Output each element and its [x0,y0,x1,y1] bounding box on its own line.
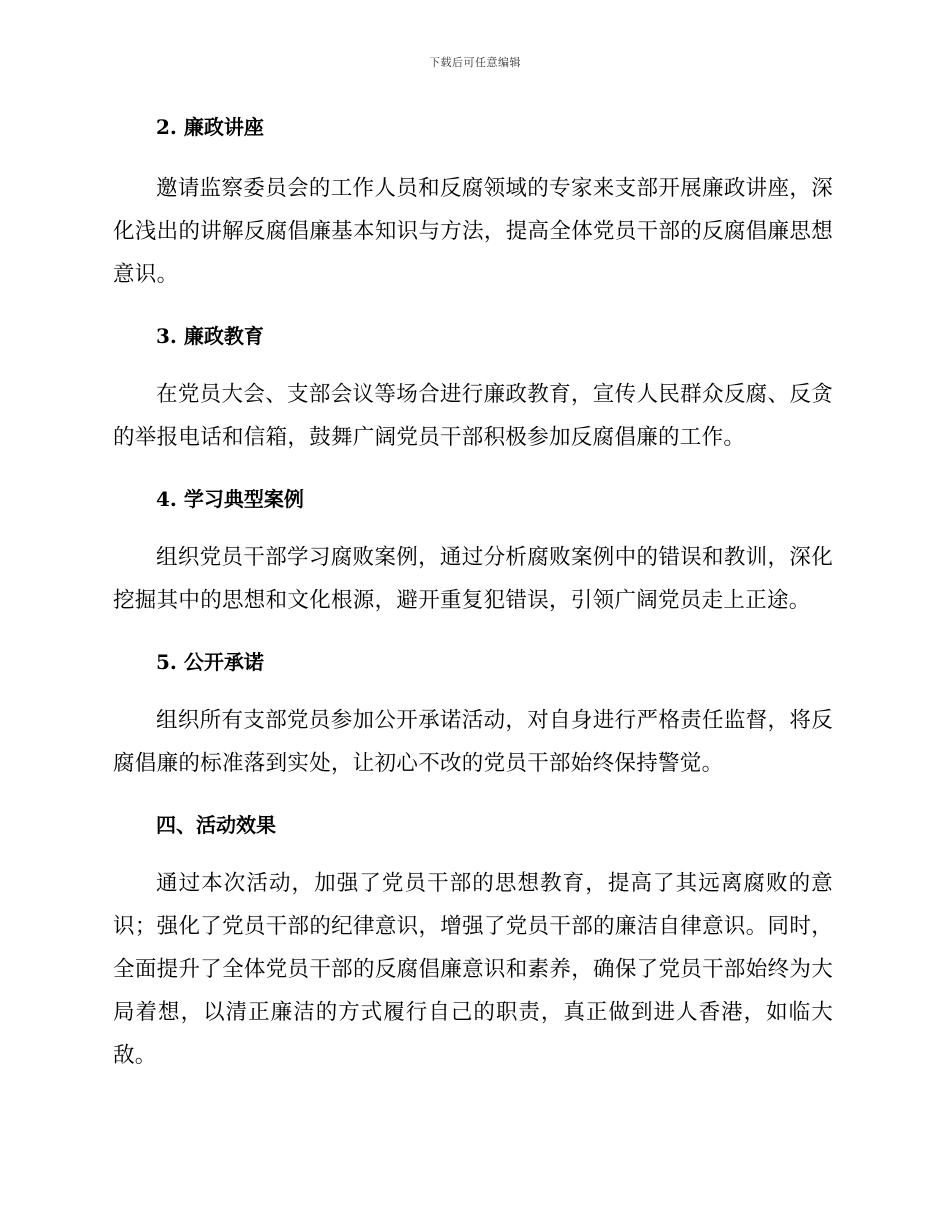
document-body [113,112,833,1077]
page-header: 下载后可任意编辑 [429,56,521,69]
section-heading-education: 3. 廉政教育 [156,324,264,348]
section-paragraph-education: 在党员大会、支部会议等场合进行廉政教育，宣传人民群众反腐、反贪的举报电话和信箱，鼓舞广阔党员干部积极参加反腐倡廉的工作。 [113,382,833,450]
section-paragraph-case-study: 组织党员干部学习腐败案例，通过分析腐败案例中的错误和教训，深化挖掘其中的思想和文化根源，避开重复犯错误，引领广阔党员走上正途。 [113,545,833,613]
section-heading-public-commitment: 5. 公开承诺 [156,650,264,674]
section-heading-case-study: 4. 学习典型案例 [156,487,304,511]
section-heading-activity-effect: 四、活动效果 [156,813,276,837]
section-paragraph-lecture: 邀请监察委员会的工作人员和反腐领域的专家来支部开展廉政讲座，深化浅出的讲解反腐倡廉基本知识与方法，提高全体党员干部的反腐倡廉思想意识。 [113,176,833,287]
section-heading-lecture: 2. 廉政讲座 [156,115,264,139]
section-paragraph-activity-effect: 通过本次活动，加强了党员干部的思想教育，提高了其远离腐败的意识；强化了党员干部的纪律意识，增强了党员干部的廉洁自律意识。同时，全面提升了全体党员干部的反腐倡廉意识和素养，确保了党员干部始终为大局着想，以清正廉洁的方式履行自己的职责，真正做到进人香港，如临大敌。 [113,871,833,1068]
section-paragraph-public-commitment: 组织所有支部党员参加公开承诺活动，对自身进行严格责任监督，将反腐倡廉的标准落到实处，让初心不改的党员干部始终保持警觉。 [113,708,833,776]
